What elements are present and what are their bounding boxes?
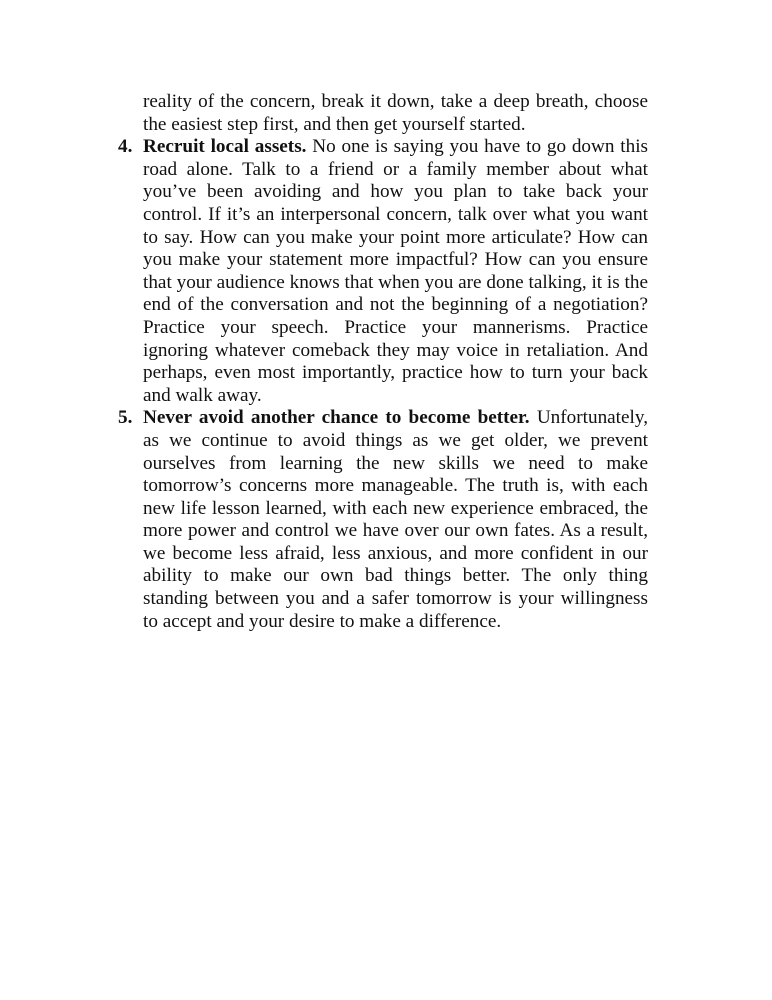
body-text [118,91,648,633]
list-item-body: No one is saying you have to go down this road alone. Talk to a friend or a family member about what you’ve been avoiding and how you plan to take back your control. If it’s an interpersonal concern, talk over what you want to say. How can you make your point more articulate? How can you make your statement more impactful? How can you ensure that your audience knows that when you are done talking, it is the end of the conversation and not the beginning of a negotiation? Practice your speech. Practice your mannerisms. Practice ignoring whatever comeback they may voice in retaliation. And perhaps, even most importantly, practice how to turn your back and walk away. [143,136,648,406]
list-item-4 [118,136,648,407]
list-item-heading: Never avoid another chance to become better. [143,407,530,429]
continued-paragraph: reality of the concern, break it down, take a deep breath, choose the easiest step first, and then get yourself started. [143,91,648,135]
list-item-5 [118,407,648,633]
list-item-number: 4. [118,136,133,158]
list-item-body: Unfortunately, as we continue to avoid things as we get older, we prevent ourselves from learning the new skills we need to make tomorrow’s concerns more manageable. The truth is, with each new life lesson learned, with each new experience embraced, the more power and control we have over our own fates. As a result, we become less afraid, less anxious, and more confident in our ability to make our own bad things better. The only thing standing between you and a safer tomorrow is your willingness to accept and your desire to make a difference. [143,407,649,632]
list-item-number: 5. [118,407,133,429]
list-item-heading: Recruit local assets. [143,136,307,158]
